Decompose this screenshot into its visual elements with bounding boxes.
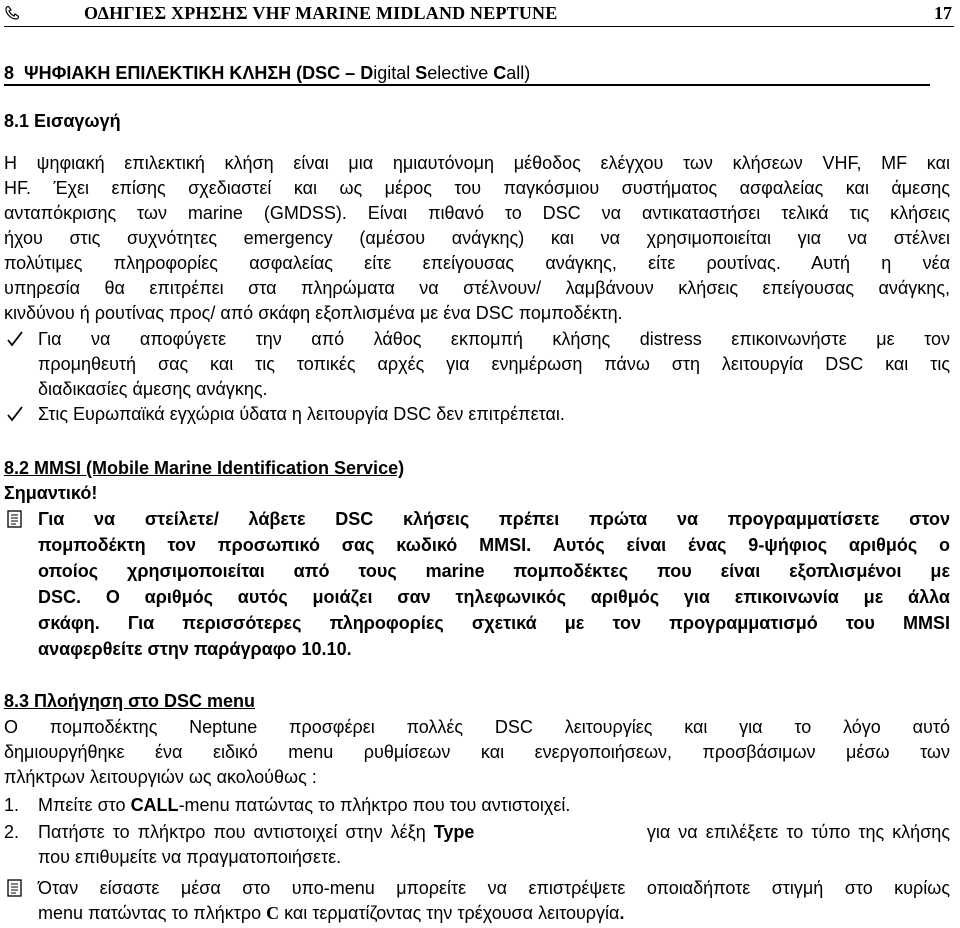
page-header <box>4 2 954 27</box>
title-all: all) <box>506 63 531 83</box>
section-8-title <box>4 62 530 84</box>
important-line: DSC. Ο αριθμός αυτός μοιάζει σαν τηλεφωνικός αριθμός για επικοινωνία με άλλα <box>38 587 950 607</box>
step-2-number: 2. <box>4 822 20 842</box>
section-8-2-heading: 8.2 MMSI (Mobile Marine Identification Service) <box>4 458 405 478</box>
paragraph-line: ανταπόκρισης των marine (GMDSS). Είναι πιθανό το DSC να αντικαταστήσει τελικά τις κλήσεις <box>4 203 950 223</box>
section-8-1-heading: 8.1 Εισαγωγή <box>4 111 121 131</box>
important-line: αναφερθείτε στην παράγραφο 10.10. <box>38 639 352 659</box>
important-line: πομποδέκτη τον προσωπικό σας κωδικό MMSI. Αυτός είναι ένας 9-ψήφιος αριθμός ο <box>38 535 950 555</box>
paragraph-line: πολύτιμες πληροφορίες ασφαλείας είτε επείγουσας ανάγκης, είτε ρουτίνας. Αυτή η νέα <box>4 253 950 273</box>
phone-handset-icon <box>4 5 20 21</box>
note-line: Για να αποφύγετε την από λάθος εκπομπή κλήσης distress επικοινωνήστε με τον <box>38 329 950 349</box>
note-line-2-pre: menu πατώντας το πλήκτρο <box>38 903 267 923</box>
note-line-2-end: . <box>619 903 625 923</box>
paragraph-line: HF. Έχει επίσης σχεδιαστεί και ως μέρος του παγκόσμιου συστήματος ασφαλείας και άμεσης <box>4 178 950 198</box>
note-document-icon <box>6 510 24 528</box>
note-document-icon <box>6 879 24 897</box>
type-key-label: Type <box>433 822 475 842</box>
step-2-post: για να επιλέξετε το τύπο της κλήσης <box>638 822 950 842</box>
step-2-text <box>38 821 950 843</box>
note-line: προμηθευτή σας και τις τοπικές αρχές για ενημέρωση πάνω στη λειτουργία DSC και τις <box>38 354 950 374</box>
important-line: σκάφη. Για περισσότερες πληροφορίες σχετικά με τον προγραμματισμό του MMSI <box>38 613 950 633</box>
step-1-post: -menu πατώντας το πλήκτρο που του αντιστοιχεί. <box>178 795 571 815</box>
paragraph-line: κινδύνου ή ρουτίνας προς/ από σκάφη εξοπλισμένα με ένα DSC πομποδέκτη. <box>4 303 623 323</box>
checkmark-icon <box>6 330 24 348</box>
note-line: Όταν είσαστε μέσα στο υπο-menu μπορείτε να επιστρέψετε οποιαδήποτε στιγμή στο κυρίως <box>38 878 950 898</box>
step-1-pre: Μπείτε στο <box>38 795 131 815</box>
title-elective: elective <box>427 63 494 83</box>
note-line: Στις Ευρωπαϊκά εγχώρια ύδατα η λειτουργία DSC δεν επιτρέπεται. <box>38 404 565 424</box>
c-key-label: C <box>266 903 280 923</box>
paragraph-line: υπηρεσία θα επιτρέπει στα πληρώματα να στέλνουν/ λαμβάνουν κλήσεις επείγουσας ανάγκης, <box>4 278 950 298</box>
section-8-title-prefix: ΨΗΦΙΑΚΗ ΕΠΙΛΕΚΤΙΚΗ ΚΛΗΣΗ (DSC – <box>24 63 361 83</box>
section-8-underline <box>4 84 930 86</box>
title-letter-s: S <box>415 63 428 83</box>
section-8-number: 8 <box>4 63 15 83</box>
call-key-label: CALL <box>130 795 179 815</box>
paragraph-line: δημιουργήθηκε ένα ειδικό menu ρυθμίσεων και ενεργοποιήσεων, προσβάσιμων μέσω των <box>4 742 950 762</box>
title-letter-d: D <box>360 63 374 83</box>
section-8-3-heading: 8.3 Πλοήγηση στο DSC menu <box>4 691 255 711</box>
title-igital: igital <box>373 63 416 83</box>
header-page-number: 17 <box>934 3 952 23</box>
paragraph-line: πλήκτρων λειτουργιών ως ακολούθως : <box>4 767 317 787</box>
step-1-number: 1. <box>4 795 20 815</box>
note-line: διαδικασίες άμεσης ανάγκης. <box>38 379 268 399</box>
step-2-line2: που επιθυμείτε να πραγματοποιήσετε. <box>38 847 342 867</box>
header-title: ΟΔΗΓΙΕΣ ΧΡΗΣΗΣ VHF MARINE MIDLAND NEPTUNE <box>84 3 558 23</box>
paragraph-line: ήχου στις συχνότητες emergency (αμέσου ανάγκης) και να χρησιμοποιείται για να στέλνει <box>4 228 950 248</box>
step-2-pre: Πατήστε το πλήκτρο που αντιστοιχεί στην λέξη <box>38 822 434 842</box>
title-letter-c: C <box>493 63 507 83</box>
note-line-2 <box>38 902 624 924</box>
checkmark-icon <box>6 405 24 423</box>
step-1-text <box>38 794 570 816</box>
important-label: Σημαντικό! <box>4 483 98 503</box>
note-line-2-post: και τερματίζοντας την τρέχουσα λειτουργία <box>279 903 620 923</box>
important-line: οποίος χρησιμοποιείται από τους marine πομποδέκτες που είναι εξοπλισμένοι με <box>38 561 950 581</box>
important-line: Για να στείλετε/ λάβετε DSC κλήσεις πρέπει πρώτα να προγραμματίσετε στον <box>38 509 950 529</box>
paragraph-line: Ο πομποδέκτης Neptune προσφέρει πολλές DSC λειτουργίες και για το λόγο αυτό <box>4 717 950 737</box>
paragraph-line: Η ψηφιακή επιλεκτική κλήση είναι μια ημιαυτόνομη μέθοδος ελέγχου των κλήσεων VHF, MF και <box>4 153 950 173</box>
